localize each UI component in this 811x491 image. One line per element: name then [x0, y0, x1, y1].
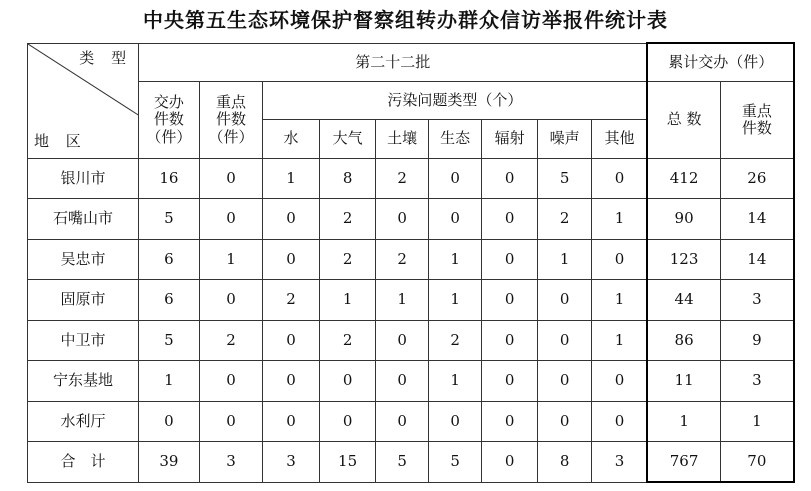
- cumulative-key-cell: 1: [720, 401, 794, 441]
- air-cell: 1: [319, 280, 376, 320]
- cumulative-key-cell: 70: [720, 441, 794, 482]
- water-cell: 1: [263, 158, 320, 198]
- air-cell: 2: [319, 239, 376, 279]
- radiation-cell: 0: [482, 239, 538, 279]
- ecology-cell: 0: [428, 199, 482, 239]
- cumulative-key-header: 重点 件数: [720, 81, 794, 158]
- other-cell: 1: [592, 320, 648, 360]
- water-cell: 0: [263, 361, 320, 401]
- table-row: [28, 239, 795, 279]
- table-row: [28, 320, 795, 360]
- radiation-cell: 0: [482, 401, 538, 441]
- handed-count-cell: 1: [139, 361, 200, 401]
- cumulative-key-cell: 14: [720, 199, 794, 239]
- soil-cell: 2: [376, 239, 429, 279]
- key-count-cell: 0: [199, 361, 263, 401]
- ecology-cell: 1: [428, 280, 482, 320]
- other-cell: 0: [592, 158, 648, 198]
- cumulative-total-cell: 90: [647, 199, 720, 239]
- cumulative-total-cell: 11: [647, 361, 720, 401]
- cumulative-total-cell: 412: [647, 158, 720, 198]
- air-cell: 0: [319, 361, 376, 401]
- region-cell: 水利厅: [28, 401, 139, 441]
- handed-count-cell: 6: [139, 280, 200, 320]
- type-header-radiation: 辐射: [482, 120, 538, 158]
- ecology-cell: 5: [428, 441, 482, 482]
- type-header-water: 水: [263, 120, 320, 158]
- table-row: [28, 199, 795, 239]
- corner-region-label: 地 区: [34, 131, 87, 150]
- cumulative-total-header: 总 数: [647, 81, 720, 158]
- type-header-ecology: 生态: [428, 120, 482, 158]
- other-cell: 3: [592, 441, 648, 482]
- other-cell: 0: [592, 239, 648, 279]
- corner-header-cell: [28, 43, 139, 158]
- table-row: [28, 280, 795, 320]
- handed-count-cell: 6: [139, 239, 200, 279]
- soil-cell: 2: [376, 158, 429, 198]
- region-cell: 吴忠市: [28, 239, 139, 279]
- region-cell: 银川市: [28, 158, 139, 198]
- water-cell: 0: [263, 199, 320, 239]
- ecology-cell: 2: [428, 320, 482, 360]
- noise-cell: 0: [537, 401, 592, 441]
- handed-count-cell: 16: [139, 158, 200, 198]
- radiation-cell: 0: [482, 280, 538, 320]
- air-cell: 2: [319, 320, 376, 360]
- cumulative-total-cell: 1: [647, 401, 720, 441]
- cumulative-total-cell: 44: [647, 280, 720, 320]
- corner-type-label: 类 型: [79, 48, 133, 67]
- key-count-cell: 1: [199, 239, 263, 279]
- batch-header: 第二十二批: [139, 43, 648, 81]
- key-count-cell: 0: [199, 401, 263, 441]
- key-count-cell: 0: [199, 280, 263, 320]
- other-cell: 0: [592, 361, 648, 401]
- cumulative-key-cell: 14: [720, 239, 794, 279]
- type-header-noise: 噪声: [537, 120, 592, 158]
- cumulative-total-cell: 767: [647, 441, 720, 482]
- soil-cell: 0: [376, 361, 429, 401]
- noise-cell: 0: [537, 361, 592, 401]
- type-header-soil: 土壤: [376, 120, 429, 158]
- table-row: [28, 361, 795, 401]
- region-cell: 中卫市: [28, 320, 139, 360]
- cumulative-key-cell: 3: [720, 280, 794, 320]
- noise-cell: 8: [537, 441, 592, 482]
- pollution-types-header: 污染问题类型（个）: [263, 81, 648, 119]
- key-count-cell: 0: [199, 199, 263, 239]
- air-cell: 8: [319, 158, 376, 198]
- noise-cell: 5: [537, 158, 592, 198]
- statistics-table: [27, 42, 795, 483]
- cumulative-total-cell: 86: [647, 320, 720, 360]
- key-count-header: 重点 件数 （件）: [199, 81, 263, 158]
- cumulative-key-cell: 9: [720, 320, 794, 360]
- radiation-cell: 0: [482, 361, 538, 401]
- soil-cell: 0: [376, 199, 429, 239]
- table-row: [28, 401, 795, 441]
- other-cell: 0: [592, 401, 648, 441]
- handed-count-header: 交办 件数 （件）: [139, 81, 200, 158]
- water-cell: 2: [263, 280, 320, 320]
- key-count-cell: 3: [199, 441, 263, 482]
- ecology-cell: 0: [428, 401, 482, 441]
- water-cell: 3: [263, 441, 320, 482]
- region-cell: 石嘴山市: [28, 199, 139, 239]
- ecology-cell: 0: [428, 158, 482, 198]
- table-row: [28, 158, 795, 198]
- ecology-cell: 1: [428, 361, 482, 401]
- air-cell: 0: [319, 401, 376, 441]
- handed-count-cell: 5: [139, 199, 200, 239]
- water-cell: 0: [263, 239, 320, 279]
- soil-cell: 5: [376, 441, 429, 482]
- soil-cell: 0: [376, 401, 429, 441]
- other-cell: 1: [592, 199, 648, 239]
- other-cell: 1: [592, 280, 648, 320]
- cumulative-key-cell: 3: [720, 361, 794, 401]
- noise-cell: 0: [537, 320, 592, 360]
- cumulative-header: 累计交办（件）: [647, 43, 794, 81]
- region-cell: 固原市: [28, 280, 139, 320]
- region-cell: 合 计: [28, 441, 139, 482]
- type-header-other: 其他: [592, 120, 648, 158]
- soil-cell: 0: [376, 320, 429, 360]
- handed-count-cell: 39: [139, 441, 200, 482]
- handed-count-cell: 0: [139, 401, 200, 441]
- region-cell: 宁东基地: [28, 361, 139, 401]
- cumulative-total-cell: 123: [647, 239, 720, 279]
- ecology-cell: 1: [428, 239, 482, 279]
- noise-cell: 1: [537, 239, 592, 279]
- radiation-cell: 0: [482, 158, 538, 198]
- air-cell: 15: [319, 441, 376, 482]
- noise-cell: 0: [537, 280, 592, 320]
- noise-cell: 2: [537, 199, 592, 239]
- soil-cell: 1: [376, 280, 429, 320]
- radiation-cell: 0: [482, 320, 538, 360]
- radiation-cell: 0: [482, 199, 538, 239]
- type-header-air: 大气: [319, 120, 376, 158]
- cumulative-key-cell: 26: [720, 158, 794, 198]
- handed-count-cell: 5: [139, 320, 200, 360]
- table-row: [28, 441, 795, 482]
- water-cell: 0: [263, 320, 320, 360]
- air-cell: 2: [319, 199, 376, 239]
- document-title: 中央第五生态环境保护督察组转办群众信访举报件统计表: [143, 8, 668, 32]
- water-cell: 0: [263, 401, 320, 441]
- key-count-cell: 0: [199, 158, 263, 198]
- radiation-cell: 0: [482, 441, 538, 482]
- key-count-cell: 2: [199, 320, 263, 360]
